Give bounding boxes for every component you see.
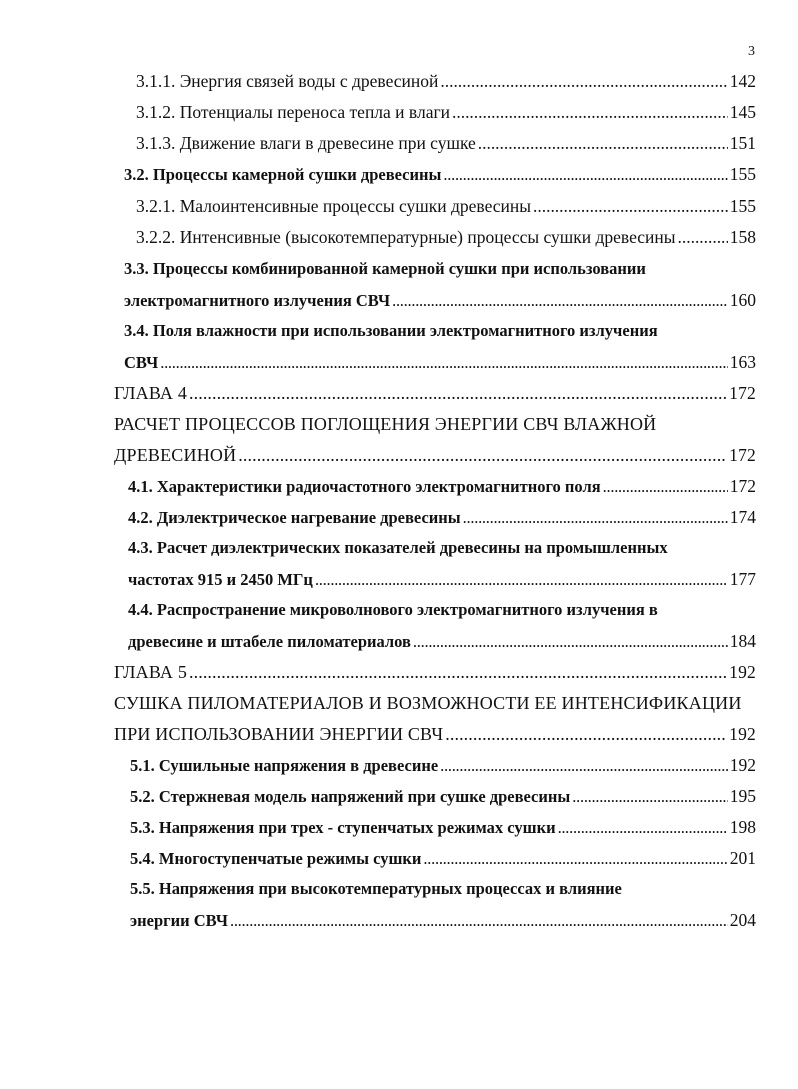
toc-entry[interactable]	[128, 535, 756, 561]
toc-entry-page: 158	[729, 227, 756, 247]
toc-entry[interactable]	[136, 68, 756, 94]
toc-entry[interactable]	[130, 907, 756, 934]
dot-leader	[413, 629, 728, 655]
toc-entry-page: 174	[729, 507, 756, 527]
toc-entry-title: ДРЕВЕСИНОЙ	[114, 445, 237, 465]
dot-leader	[423, 846, 727, 872]
dot-leader	[440, 753, 728, 779]
dot-leader	[189, 659, 727, 685]
toc-entry-title: 5.5. Напряжения при высокотемпературных процессах и влияние	[130, 879, 622, 898]
toc-entry[interactable]	[136, 224, 756, 250]
toc-entry[interactable]	[128, 566, 756, 593]
toc-entry[interactable]	[130, 783, 756, 810]
toc-entry-page: 142	[729, 71, 756, 91]
toc-entry-title: СУШКА ПИЛОМАТЕРИАЛОВ И ВОЗМОЖНОСТИ ЕЕ ИНТЕНСИФИКАЦИИ	[114, 693, 742, 713]
toc-entry-title: энергии СВЧ	[130, 911, 228, 930]
toc-entry[interactable]	[124, 349, 756, 376]
dot-leader	[189, 380, 727, 406]
toc-entry[interactable]	[124, 161, 756, 188]
toc-entry-title: 3.1.1. Энергия связей воды с древесиной	[136, 71, 439, 91]
dot-leader	[445, 721, 727, 747]
toc-entry-title: 4.3. Расчет диэлектрических показателей древесины на промышленных	[128, 538, 668, 557]
toc-entry-title: ПРИ ИСПОЛЬЗОВАНИИ ЭНЕРГИИ СВЧ	[114, 724, 444, 744]
toc-entry[interactable]	[124, 318, 756, 344]
dot-leader	[315, 567, 728, 593]
toc-entry-title: РАСЧЕТ ПРОЦЕССОВ ПОГЛОЩЕНИЯ ЭНЕРГИИ СВЧ ВЛАЖНОЙ	[114, 414, 657, 434]
toc-entry[interactable]	[114, 380, 756, 406]
dot-leader	[452, 99, 728, 125]
toc-entry-title: 5.1. Сушильные напряжения в древесине	[130, 756, 439, 775]
toc-entry-title: 3.4. Поля влажности при использовании электромагнитного излучения	[124, 321, 658, 340]
toc-entry-page: 192	[729, 662, 756, 682]
toc-entry[interactable]	[128, 473, 756, 500]
toc-entry[interactable]	[130, 814, 756, 841]
toc-entry-page: 163	[729, 352, 756, 372]
page-number: 3	[748, 44, 755, 59]
dot-leader	[440, 68, 727, 94]
toc-entry-title: ГЛАВА 5	[114, 662, 188, 682]
toc-entry-title: 3.2. Процессы камерной сушки древесины	[124, 165, 442, 184]
toc-entry-title: 3.2.2. Интенсивные (высокотемпературные) процессы сушки древесины	[136, 227, 676, 247]
toc-entry-page: 145	[729, 102, 756, 122]
toc-entry-page: 155	[729, 196, 756, 216]
dot-leader	[478, 130, 728, 156]
toc-entry[interactable]	[114, 659, 756, 685]
toc-entry-page: 195	[729, 786, 756, 806]
dot-leader	[230, 908, 728, 934]
toc-entry-title: 3.1.2. Потенциалы переноса тепла и влаги	[136, 102, 451, 122]
toc-entry[interactable]	[114, 690, 756, 716]
toc-entry-title: 3.1.3. Движение влаги в древесине при сушке	[136, 133, 476, 153]
toc-entry[interactable]	[136, 99, 756, 125]
toc-entry-page: 184	[729, 631, 756, 651]
toc-entry-title: 3.2.1. Малоинтенсивные процессы сушки древесины	[136, 196, 532, 216]
toc-entry[interactable]	[124, 287, 756, 314]
toc-entry[interactable]	[114, 442, 756, 468]
toc-entry-title: СВЧ	[124, 353, 159, 372]
toc-entry-page: 204	[729, 910, 756, 930]
toc-entry-title: 5.2. Стержневая модель напряжений при сушке древесины	[130, 787, 571, 806]
dot-leader	[443, 162, 727, 188]
toc-entry[interactable]	[130, 876, 756, 902]
dot-leader	[678, 224, 728, 250]
toc-entry-page: 160	[729, 290, 756, 310]
toc-entry[interactable]	[114, 721, 756, 747]
dot-leader	[392, 288, 728, 314]
toc-entry-page: 172	[729, 476, 756, 496]
dot-leader	[238, 442, 727, 468]
toc-entry-title: электромагнитного излучения СВЧ	[124, 291, 391, 310]
dot-leader	[160, 350, 728, 376]
toc-entry[interactable]	[136, 130, 756, 156]
dot-leader	[463, 505, 728, 531]
toc-entry-title: ГЛАВА 4	[114, 383, 188, 403]
toc-entry-title: 4.2. Диэлектрическое нагревание древесины	[128, 508, 461, 527]
toc-entry-page: 192	[729, 724, 756, 744]
toc-entry-page: 155	[729, 164, 756, 184]
toc-entry[interactable]	[128, 597, 756, 623]
dot-leader	[533, 193, 728, 219]
toc-entry-page: 177	[729, 569, 756, 589]
toc-entry-page: 198	[729, 817, 756, 837]
toc-entry[interactable]	[128, 504, 756, 531]
toc-entry[interactable]	[114, 411, 756, 437]
dot-leader	[572, 784, 727, 810]
dot-leader	[603, 474, 728, 500]
toc-entry-title: древесине и штабеле пиломатериалов	[128, 632, 411, 651]
toc-entry[interactable]	[130, 845, 756, 872]
toc-entry[interactable]	[124, 256, 756, 282]
toc-entry-page: 192	[729, 755, 756, 775]
toc-entry-page: 172	[729, 383, 756, 403]
toc-entry[interactable]	[128, 628, 756, 655]
toc-entry-page: 172	[729, 445, 756, 465]
toc-entry[interactable]	[136, 193, 756, 219]
toc-entry[interactable]	[130, 752, 756, 779]
toc-entry-page: 151	[729, 133, 756, 153]
toc-entry-title: 4.1. Характеристики радиочастотного электромагнитного поля	[128, 477, 601, 496]
dot-leader	[558, 815, 728, 841]
toc-entry-title: частотах 915 и 2450 МГц	[128, 570, 313, 589]
toc-entry-title: 3.3. Процессы комбинированной камерной сушки при использовании	[124, 259, 646, 278]
toc-entry-title: 5.4. Многоступенчатые режимы сушки	[130, 849, 422, 868]
toc-entry-page: 201	[729, 848, 756, 868]
toc-entry-title: 5.3. Напряжения при трех - ступенчатых режимах сушки	[130, 818, 556, 837]
toc-entry-title: 4.4. Распространение микроволнового электромагнитного излучения в	[128, 600, 658, 619]
